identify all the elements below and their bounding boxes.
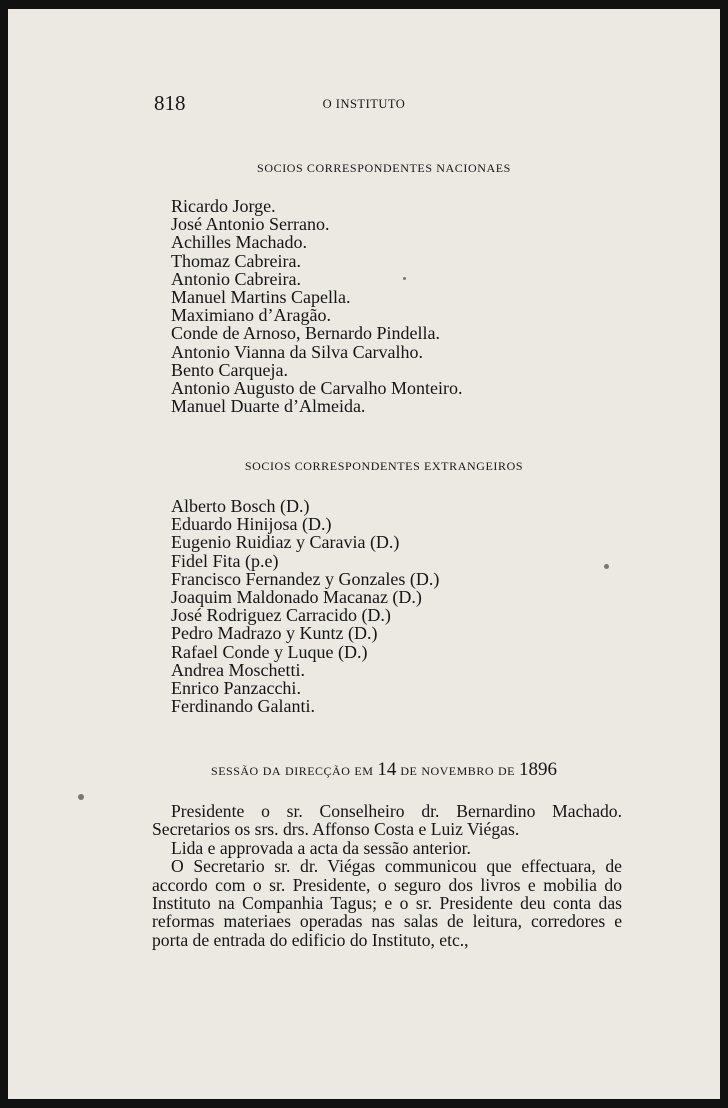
list-item: Maximiano d’Aragão. xyxy=(171,305,331,326)
list-item: Manuel Duarte d’Almeida. xyxy=(171,396,366,417)
list-item: Antonio Cabreira. xyxy=(171,268,301,289)
list-item: Enrico Panzacchi. xyxy=(171,678,301,699)
list-item: Francisco Fernandez y Gonzales (D.) xyxy=(171,568,440,589)
list-item: José Rodriguez Carracido (D.) xyxy=(171,605,391,626)
session-heading-word: DE xyxy=(497,764,515,778)
minutes-paragraph: Presidente o sr. Conselheiro dr. Bernardino Machado. Secretarios os srs. drs. Affonso Costa e Luiz Viégas. xyxy=(152,801,622,840)
list-item: Thomaz Cabreira. xyxy=(171,250,301,271)
minutes-paragraph: O Secretario sr. dr. Viégas communicou que effectuara, de accordo com o sr. Presidente, o seguro dos livros e mobilia do Instituto na Companhia Tagus; e o sr. Presidente deu conta das reformas materiaes operadas nas salas de leitura, corredores e porta de entrada do edificio do Instituto, etc., xyxy=(152,856,622,950)
list-item: Antonio Vianna da Silva Carvalho. xyxy=(171,341,424,362)
running-title: O INSTITUTO xyxy=(322,97,406,111)
list-item: Manuel Martins Capella. xyxy=(171,287,351,308)
national-members-heading: SOCIOS CORRESPONDENTES NACIONAES xyxy=(257,161,511,175)
foreign-members-list xyxy=(171,497,439,715)
paper-speck xyxy=(604,564,609,569)
list-item: Fidel Fita (p.e) xyxy=(171,550,279,571)
national-members-list xyxy=(171,197,462,415)
session-heading-word: EM xyxy=(354,764,374,778)
list-item: Rafael Conde y Luque (D.) xyxy=(171,641,368,662)
page-number: 818 xyxy=(154,91,186,115)
document-page xyxy=(8,9,720,1099)
list-item: Ferdinando Galanti. xyxy=(171,696,315,717)
list-item: Eugenio Ruidiaz y Caravia (D.) xyxy=(171,532,400,553)
session-heading-word: DE xyxy=(400,764,418,778)
list-item: Conde de Arnoso, Bernardo Pindella. xyxy=(171,323,440,344)
session-minutes xyxy=(152,802,622,949)
list-item: Achilles Machado. xyxy=(171,232,307,253)
session-heading-word: NOVEMBRO xyxy=(421,764,494,778)
session-heading-word: DIRECÇÃO xyxy=(285,764,351,778)
list-item: Bento Carqueja. xyxy=(171,359,288,380)
session-heading-word: DA xyxy=(262,764,282,778)
minutes-paragraph: Lida e approvada a acta da sessão anterior. xyxy=(171,837,471,858)
session-day: 14 xyxy=(377,759,397,780)
session-heading xyxy=(28,759,720,781)
list-item: Pedro Madrazo y Kuntz (D.) xyxy=(171,623,378,644)
list-item: Alberto Bosch (D.) xyxy=(171,496,310,516)
list-item: José Antonio Serrano. xyxy=(171,214,330,235)
list-item: Joaquim Maldonado Macanaz (D.) xyxy=(171,587,422,608)
list-item: Eduardo Hinijosa (D.) xyxy=(171,514,332,535)
list-item: Andrea Moschetti. xyxy=(171,659,305,680)
session-year: 1896 xyxy=(518,759,557,780)
paper-speck xyxy=(78,794,84,800)
list-item: Ricardo Jorge. xyxy=(171,196,276,216)
foreign-members-heading: SOCIOS CORRESPONDENTES EXTRANGEIROS xyxy=(244,459,524,473)
list-item: Antonio Augusto de Carvalho Monteiro. xyxy=(171,378,463,399)
session-heading-word: SESSÃO xyxy=(211,764,259,778)
